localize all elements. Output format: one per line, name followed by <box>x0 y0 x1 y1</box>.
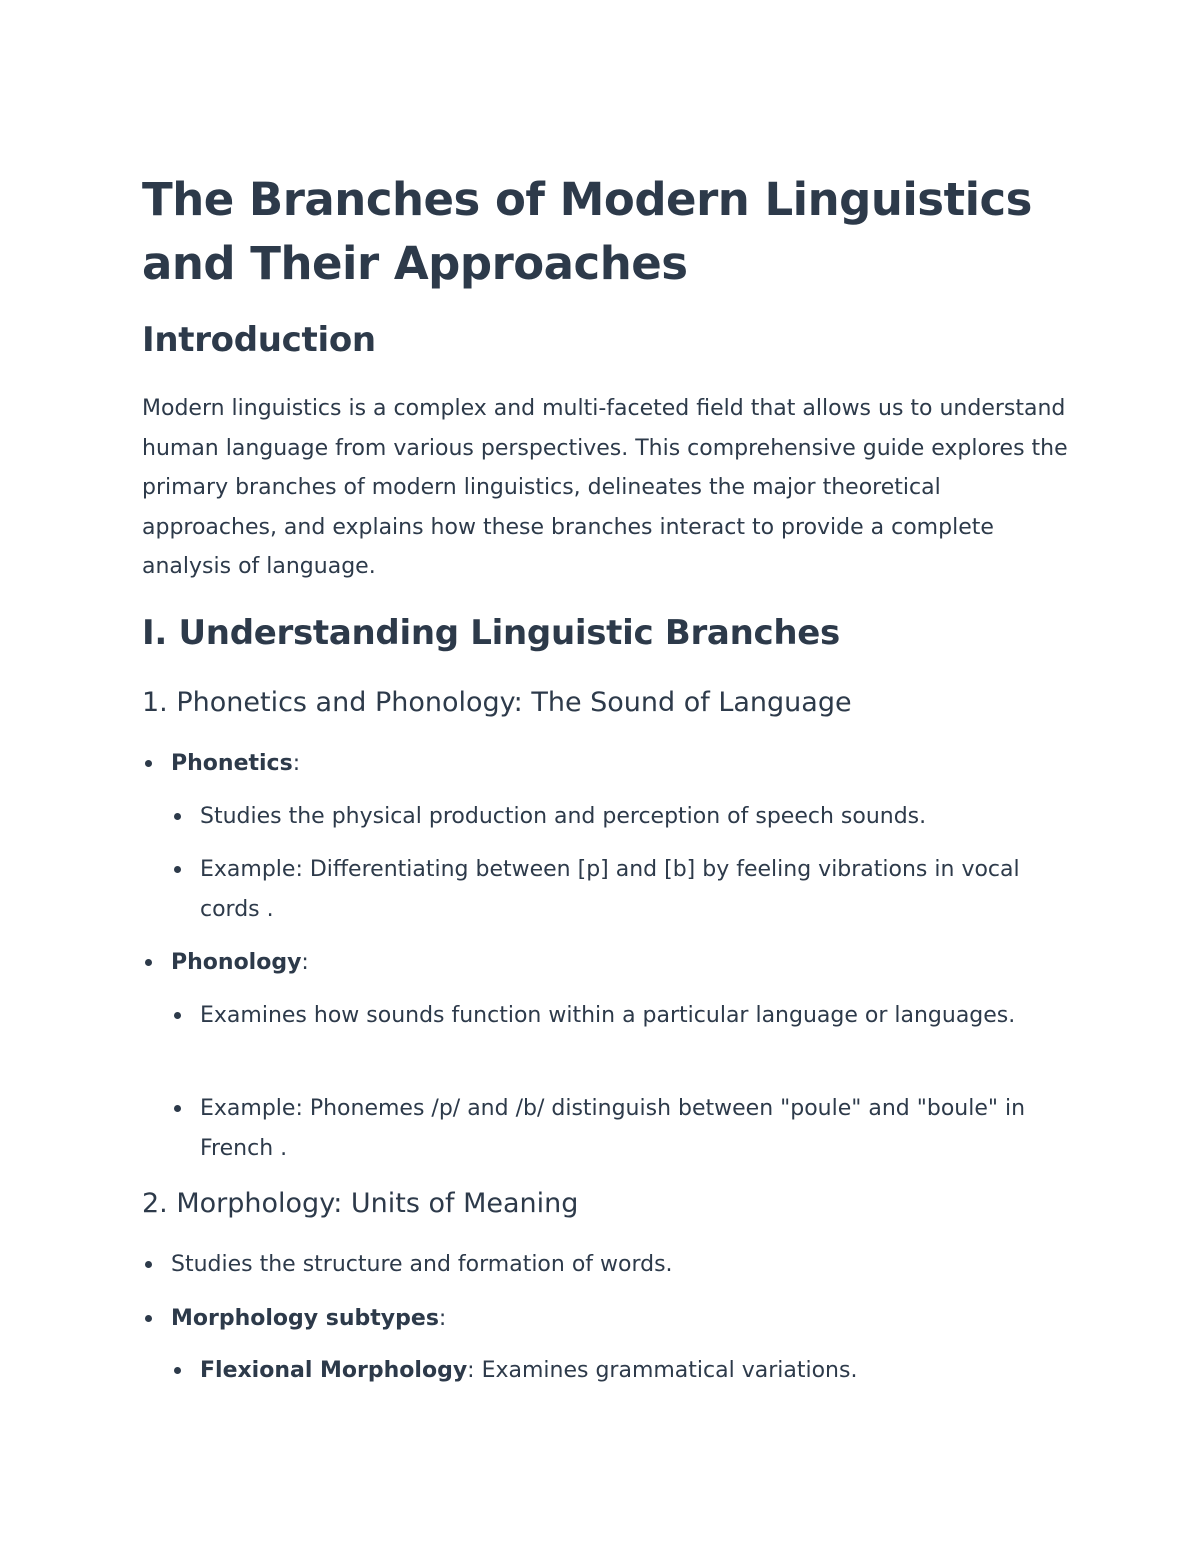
bullet-icon <box>174 813 181 820</box>
flexional-label: Flexional Morphology <box>200 1358 468 1383</box>
subtypes-colon: : <box>438 1306 447 1331</box>
list-item <box>200 850 1050 929</box>
bullet-icon <box>174 1012 181 1019</box>
bullet-icon <box>174 866 181 873</box>
bullet-icon <box>174 1105 181 1112</box>
list-item-text: Studies the structure and formation of words. <box>171 1252 673 1277</box>
list-item-morphology-subtypes <box>171 1299 1051 1339</box>
section-heading-branches: I. Understanding Linguistic Branches <box>142 613 840 653</box>
subtypes-label: Morphology subtypes <box>171 1306 439 1331</box>
intro-heading: Introduction <box>142 320 376 360</box>
list-item-phonetics <box>171 744 1051 784</box>
list-item-phonology <box>171 943 1051 983</box>
list-item <box>200 1089 1050 1168</box>
list-item-text: Studies the physical production and perception of speech sounds. <box>200 804 927 829</box>
intro-paragraph: Modern linguistics is a complex and multi-faceted field that allows us to understand human language from various perspectives. This comprehensive guide explores the primary branches of modern linguistics, delineates the major theoretical approaches, and explains how these branches interact to provide a complete analysis of language. <box>142 396 1068 579</box>
bullet-icon <box>145 760 152 767</box>
list-item-text: Examines how sounds function within a particular language or languages. <box>200 1003 1016 1028</box>
subsection-heading-phonetics-phonology: 1. Phonetics and Phonology: The Sound of Language <box>142 687 852 718</box>
list-item <box>171 1245 1051 1285</box>
phonetics-label: Phonetics <box>171 751 293 776</box>
bullet-icon <box>174 1367 181 1374</box>
list-item <box>200 797 1050 837</box>
flexional-text: : Examines grammatical variations. <box>467 1358 858 1383</box>
phonetics-colon: : <box>292 751 301 776</box>
list-item <box>200 996 1050 1036</box>
document-title: The Branches of Modern Linguistics and Their Approaches <box>142 173 1032 290</box>
phonology-label: Phonology <box>171 950 302 975</box>
list-item-text: Example: Phonemes /p/ and /b/ distinguish between "poule" and "boule" in French . <box>200 1096 1026 1161</box>
subsection-heading-morphology: 2. Morphology: Units of Meaning <box>142 1188 579 1219</box>
phonology-colon: : <box>301 950 309 975</box>
list-item-flexional <box>200 1351 1050 1391</box>
bullet-icon <box>145 959 152 966</box>
bullet-icon <box>145 1315 152 1322</box>
bullet-icon <box>145 1261 152 1268</box>
list-item-text: Example: Differentiating between [p] and [b] by feeling vibrations in vocal cords . <box>200 857 1020 922</box>
